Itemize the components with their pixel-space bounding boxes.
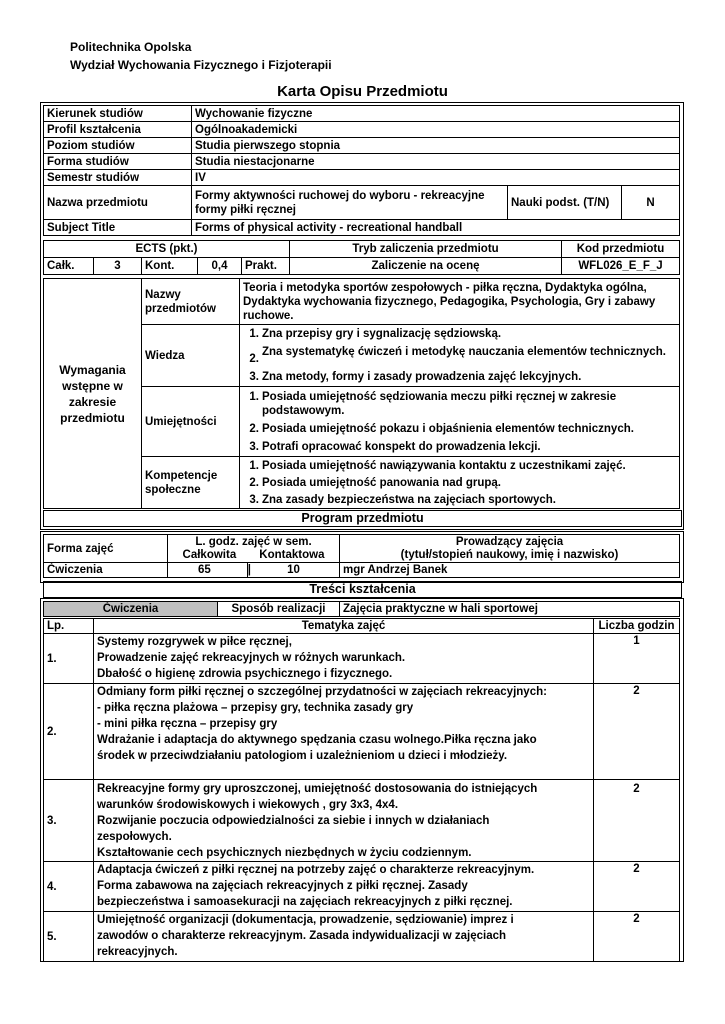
row-topic [94,634,594,684]
kod-value: WFL026_E_F_J [562,258,680,275]
topic-line: Dbałość o higienę zdrowia psychicznego i fizycznego. [97,668,393,680]
topic-line: Odmiany form piłki ręcznej o szczególnej przydatności w zajęciach rekreacyjnych: [97,686,547,698]
topic-line: środek w przeciwdziałaniu patologiom i uzależnieniom u dzieci i młodzieży. [97,750,508,762]
cw-prowadzacy: mgr Andrzej Banek [340,563,680,578]
topic-line: Umiejętność organizacji (dokumentacja, prowadzenie, sędziowanie) imprez i [97,914,514,926]
umiejetnosci-num: 3. [249,440,259,453]
kont-label: Kont. [142,258,198,275]
program-table [43,534,680,578]
kompetencje-item: Posiada umiejętność nawiązywania kontaktu z uczestnikami zajęć. [262,459,626,472]
row-hours: 2 [594,780,680,862]
wiedza-label: Wiedza [142,325,240,387]
course-card-frame [40,102,684,530]
tematyka-table [43,618,680,962]
kont-value: 0,4 [198,258,242,275]
lp-header: Lp. [44,619,94,634]
umiejetnosci-item: Posiada umiejętność sędziowania meczu piłki ręcznej w zakresie podstawowym. [262,390,617,417]
row-lp: 2. [44,684,94,780]
kompetencje-item: Zna zasady bezpieczeństwa na zajęciach sportowych. [262,493,556,506]
tryb-value: Zaliczenie na ocenę [290,258,562,275]
topic-line: Kształtowanie cech psychicznych niezbędnych w życiu codziennym. [97,847,472,859]
topic-line: Rozwijanie poczucia odpowiedzialności za siebie i innych w działaniach [97,815,490,827]
sposob-value: Zajęcia praktyczne w hali sportowej [340,602,680,617]
prakt-label: Prakt. [242,258,290,275]
kierunek-label: Kierunek studiów [44,106,192,122]
info-table [43,105,680,236]
row-hours: 2 [594,912,680,962]
program-title: Program przedmiotu [43,510,682,527]
row-topic [94,780,594,862]
prowadzacy-label: Prowadzący zajęcia [455,535,564,548]
university-name: Politechnika Opolska [70,40,192,54]
umiejetnosci-num: 2. [249,422,259,435]
nazwa-label: Nazwa przedmiotu [44,186,192,220]
row-hours: 1 [594,634,680,684]
topic-line: Prowadzenie zajęć rekreacyjnych w różnych warunkach. [97,652,406,664]
topic-line: zawodów o charakterze rekreacyjnym. Zasada indywidualizacji w zajęciach [97,930,507,942]
topic-line: warunków środowiskowych i wiekowych , gry 3x3, 4x4. [97,799,399,811]
nauki-value: N [622,186,680,220]
subject-label: Subject Title [44,220,192,236]
tresci-cwiczenia-label: Ćwiczenia [44,602,218,617]
wiedza-item: Zna przepisy gry i sygnalizację sędziowską. [262,328,502,340]
program-frame [40,531,684,583]
wymagania-text: Wymagania wstępne w zakresie przedmiotu [59,362,126,425]
tresci-frame [40,598,684,962]
nazwy-label: Nazwy przedmiotów [142,279,240,325]
poziom-label: Poziom studiów [44,138,192,154]
tryb-label: Tryb zaliczenia przedmiotu [290,241,562,258]
table-row [44,780,680,862]
kompetencje-num: 2. [249,476,259,489]
kontaktowa-label: Kontaktowa [259,548,325,561]
ects-label: ECTS (pkt.) [44,241,290,258]
profil-label: Profil kształcenia [44,122,192,138]
row-lp: 3. [44,780,94,862]
umiejetnosci-num: 1. [249,390,259,403]
requirements-table [43,278,680,509]
topic-line: Systemy rozgrywek w piłce ręcznej, [97,636,292,648]
godz-header [168,535,340,563]
wiedza-item: Zna systematykę ćwiczeń i metodykę nauczania elementów technicznych. [262,346,666,358]
ects-table [43,240,680,275]
row-topic [94,862,594,912]
row-hours: 2 [594,684,680,780]
umiejetnosci-item: Posiada umiejętność pokazu i objaśnienia elementów technicznych. [262,422,634,435]
table-row [44,912,680,962]
profil-value: Ogólnoakademicki [192,122,680,138]
topic-line: zespołowych. [97,831,172,843]
kompetencje-item: Posiada umiejętność panowania nad grupą. [262,476,501,489]
wiedza-num: 3. [249,371,259,383]
row-lp: 1. [44,634,94,684]
cw-calk-value: 65 [198,564,211,576]
table-row [44,634,680,684]
row-lp: 4. [44,862,94,912]
forma-value: Studia niestacjonarne [192,154,680,170]
topic-line: Adaptacja ćwiczeń z piłki ręcznej na potrzeby zajęć o charakterze rekreacyjnym. [97,864,535,876]
semestr-label: Semestr studiów [44,170,192,186]
kod-label: Kod przedmiotu [562,241,680,258]
kierunek-value: Wychowanie fizyczne [192,106,680,122]
row-topic [94,684,594,780]
umiejetnosci-item: Potrafi opracować konspekt do prowadzenia lekcji. [262,440,541,453]
cw-calkowita [168,563,251,578]
wymagania-label [44,279,142,509]
semestr-value: IV [192,170,680,186]
nauki-label: Nauki podst. (T/N) [508,186,622,220]
calk-label: Całk. [44,258,94,275]
godz-label: L. godz. zajęć w sem. [195,535,312,548]
calk-value: 3 [94,258,142,275]
wiedza-item: Zna metody, formy i zasady prowadzenia zajęć lekcyjnych. [262,371,582,383]
subject-value: Forms of physical activity - recreational handball [192,220,680,236]
row-topic [94,912,594,962]
row-hours: 2 [594,862,680,912]
sposob-table [43,601,680,617]
calkowita-label: Całkowita [182,548,237,561]
nazwy-value: Teoria i metodyka sportów zespołowych - piłka ręczna, Dydaktyka ogólna, Dydaktyka wychowania fizycznego, Pedagogika, Psychologia, Gry i zabawy ruchowe. [240,279,680,325]
wiedza-list [240,325,680,387]
poziom-value: Studia pierwszego stopnia [192,138,680,154]
kompetencje-num: 3. [249,493,259,506]
topic-line: rekreacyjnych. [97,946,178,958]
wiedza-num: 2. [249,353,259,365]
topic-line: Rekreacyjne formy gry uproszczonej, umiejętność dostosowania do istniejących [97,783,538,795]
tresci-title: Treści kształcenia [43,581,682,598]
topic-line: - mini piłka ręczna – przepisy gry [97,718,278,730]
kompetencje-list [240,457,680,509]
row-lp: 5. [44,912,94,962]
kompetencje-label: Kompetencje społeczne [142,457,240,509]
umiejetnosci-label: Umiejętności [142,387,240,457]
forma-zajec-label: Forma zajęć [44,535,168,563]
topic-line: Forma zabawowa na zajęciach rekreacyjnych z piłki ręcznej. Zasady [97,880,468,892]
cwiczenia-label: Ćwiczenia [44,563,168,578]
kompetencje-num: 1. [249,459,259,472]
cw-kontaktowa: 10 [248,563,340,578]
forma-label: Forma studiów [44,154,192,170]
page-title: Karta Opisu Przedmiotu [277,83,448,100]
wiedza-num: 1. [249,328,259,340]
umiejetnosci-list [240,387,680,457]
prowadzacy-header [340,535,680,563]
table-row [44,684,680,780]
faculty-name: Wydział Wychowania Fizycznego i Fizjoterapii [70,58,332,72]
nazwa-value: Formy aktywności ruchowej do wyboru - rekreacyjne formy piłki ręcznej [192,186,508,220]
sposob-label: Sposób realizacji [218,602,340,617]
tematyka-header: Tematyka zajęć [94,619,594,634]
table-row [44,862,680,912]
cw-sep: | [247,564,251,576]
topic-line: bezpieczeństwa i samoasekuracji na zajęciach rekreacyjnych z piłki ręcznej. [97,896,513,908]
prowadzacy-sub: (tytuł/stopień naukowy, imię i nazwisko) [400,548,619,561]
topic-line: - piłka ręczna plażowa – przepisy gry, technika zasady gry [97,702,414,714]
topic-line: Wdrażanie i adaptacja do aktywnego spędzania czasu wolnego.Piłka ręczna jako [97,734,537,746]
godzin-header: Liczba godzin [594,619,680,634]
